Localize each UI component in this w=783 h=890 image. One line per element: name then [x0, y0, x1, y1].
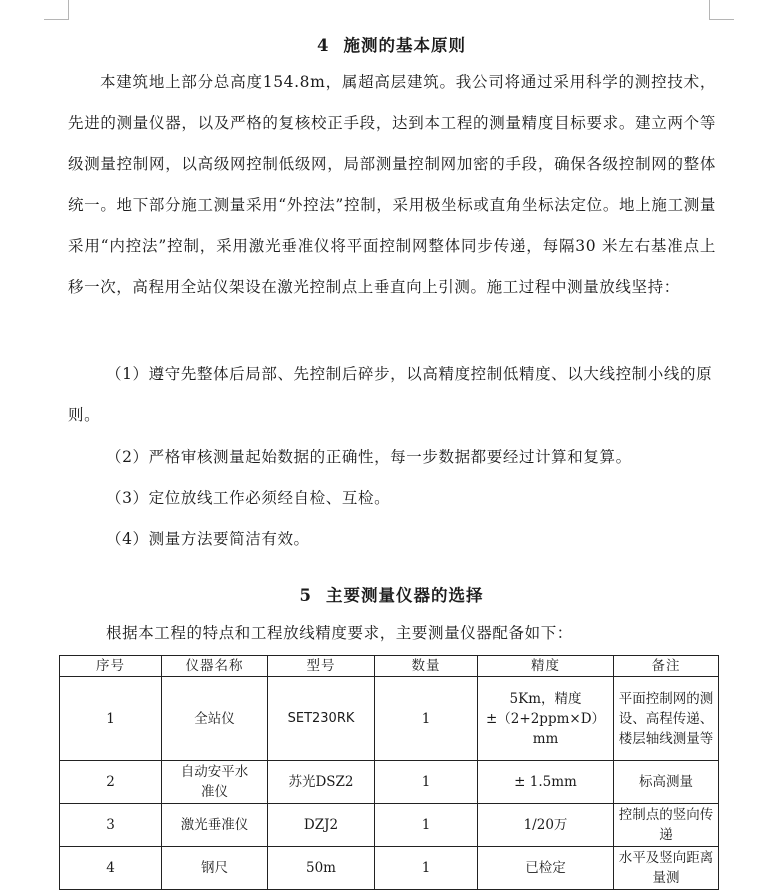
cell-model: DZJ2 [268, 804, 375, 847]
table-row [60, 847, 719, 890]
section-5-number: 5 [299, 586, 312, 605]
list-item-1: （1）遵守先整体后局部、先控制后碎步，以高精度控制低精度、以大线控制小线的原则。 [68, 365, 713, 424]
cell-index: 3 [60, 804, 162, 847]
cell-instrument-name: 全站仪 [162, 677, 268, 761]
header-instrument-name: 仪器名称 [162, 656, 268, 677]
section-5-heading [0, 582, 783, 606]
section-4-title: 施测的基本原则 [343, 36, 466, 55]
cell-model: SET230RK [268, 677, 375, 761]
cell-remarks: 水平及竖向距离量测 [614, 847, 719, 890]
header-remarks: 备注 [614, 656, 719, 677]
cell-quantity: 1 [375, 677, 478, 761]
section-4-heading [0, 32, 783, 56]
header-model: 型号 [268, 656, 375, 677]
cell-remarks: 标高测量 [614, 761, 719, 804]
section-5-title: 主要测量仪器的选择 [325, 586, 484, 605]
cell-instrument-name: 钢尺 [162, 847, 268, 890]
cell-remarks: 平面控制网的测设、高程传递、楼层轴线测量等 [614, 677, 719, 761]
cell-precision: 5Km，精度±（2+2ppm×D）mm [478, 677, 614, 761]
section-4-number: 4 [317, 36, 330, 55]
cell-remarks: 控制点的竖向传递 [614, 804, 719, 847]
list-item-3: （3）定位放线工作必须经自检、互检。 [106, 489, 391, 507]
cell-index: 4 [60, 847, 162, 890]
cell-quantity: 1 [375, 804, 478, 847]
cell-model: 50m [268, 847, 375, 890]
crop-mark-left-vertical [68, 0, 69, 20]
list-item-2: （2）严格审核测量起始数据的正确性，每一步数据都要经过计算和复算。 [106, 448, 632, 466]
cell-quantity: 1 [375, 847, 478, 890]
cell-precision: 已检定 [478, 847, 614, 890]
instrument-table [59, 655, 719, 890]
header-precision: 精度 [478, 656, 614, 677]
cell-precision: ± 1.5mm [478, 761, 614, 804]
table-header-row [60, 656, 719, 677]
table-row [60, 804, 719, 847]
header-index: 序号 [60, 656, 162, 677]
cell-index: 1 [60, 677, 162, 761]
header-quantity: 数量 [375, 656, 478, 677]
list-item-4: （4）测量方法要简洁有效。 [106, 530, 310, 548]
cell-quantity: 1 [375, 761, 478, 804]
cell-model: 苏光DSZ2 [268, 761, 375, 804]
cell-index: 2 [60, 761, 162, 804]
section-5-intro: 根据本工程的特点和工程放线精度要求，主要测量仪器配备如下： [106, 624, 573, 642]
cell-instrument-name: 激光垂准仪 [162, 804, 268, 847]
cell-precision: 1/20万 [478, 804, 614, 847]
crop-mark-right-horizontal [709, 19, 734, 20]
crop-mark-left-horizontal [44, 19, 69, 20]
section-4-paragraph: 本建筑地上部分总高度154.8m，属超高层建筑。我公司将通过采用科学的测控技术，先进的测量仪器，以及严格的复核校正手段，达到本工程的测量精度目标要求。建立两个等级测量控制网，以高级网控制低级网，局部测量控制网加密的手段，确保各级控制网的整体统一。地下部分施工测量采用“外控法”控制，采用极坐标或直角坐标法定位。地上施工测量采用“内控法”控制，采用激光垂准仪将平面控制网整体同步传递，每隔30 米左右基准点上移一次，高程用全站仪架设在激光控制点上垂直向上引测。施工过程中测量放线坚持： [68, 73, 716, 296]
table-row [60, 677, 719, 761]
crop-mark-right-vertical [709, 0, 710, 20]
cell-instrument-name: 自动安平水准仪 [162, 761, 268, 804]
table-row [60, 761, 719, 804]
